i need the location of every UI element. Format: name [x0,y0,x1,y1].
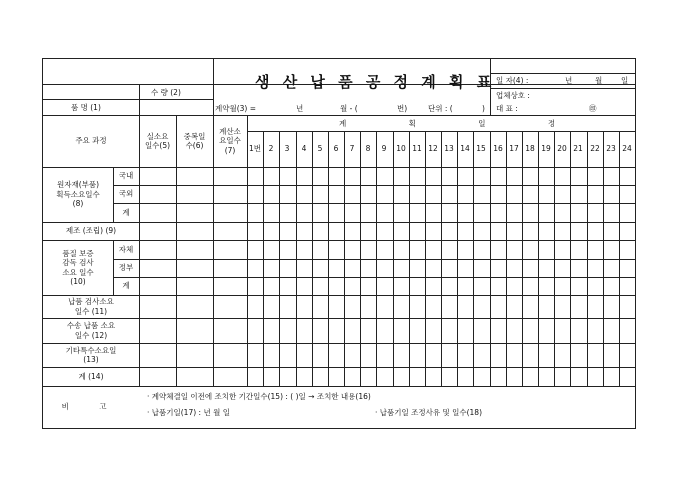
day-header-19: 19 [541,144,551,154]
day-header-21: 21 [573,144,583,154]
day-header-4: 4 [301,144,307,154]
production-delivery-plan-form [42,58,636,429]
day-header-5: 5 [317,144,323,154]
rule [473,131,474,386]
raw-subtotal-label: 계 [122,207,130,217]
rule [554,131,555,386]
rule [538,131,539,386]
representative-label: 대 표 : [496,104,518,113]
total-label: 계 (14) [78,371,104,381]
rule [441,131,442,386]
day-header-23: 23 [606,144,616,154]
contract-label: 계약월(3) = [215,104,257,113]
unit-close: ) [482,104,485,113]
other-special-label: 기타특수소요일 (13) [65,345,117,364]
company-label: 업체상호 : [496,91,530,100]
rule [490,88,635,89]
day-header-8: 8 [365,144,371,154]
delivery-inspection-label: 납품 검사소요 일수 (11) [68,297,114,316]
date-month: 월 [595,76,603,85]
product-name-label: 품 명 (1) [71,103,101,112]
rule [376,131,377,386]
day-header-10: 10 [396,144,406,154]
day-header-13: 13 [444,144,454,154]
date-day: 일 [621,76,629,85]
date-label: 일 자(4) : [496,76,529,85]
quality-assurance-label: 품질 보증 감독 검사 소요 일수 (10) [62,248,94,286]
actual-days-header: 실소요 일수(5) [144,131,171,150]
contract-number: 번) [397,104,408,113]
rule [522,131,523,386]
government-inspection-label: 정부 [118,263,134,273]
day-header-18: 18 [525,144,535,154]
overlap-days-header: 중복일 수(6) [183,131,206,150]
contract-year: 년 [296,104,304,113]
raw-material-label: 원자재(부품) 획득소요일수 (8) [56,180,100,209]
rule [263,131,264,386]
remarks-delivery-date: · 납품기일(17) : 년 월 일 [147,408,230,417]
rule [603,131,604,386]
day-header-6: 6 [333,144,339,154]
rule [490,73,635,74]
rule [113,259,635,260]
day-header-22: 22 [590,144,600,154]
day-header-14: 14 [460,144,470,154]
unit-label: 단위 : ( [428,104,453,113]
self-inspection-label: 자체 [118,244,134,254]
rule [213,59,214,386]
rule [312,131,313,386]
form-title: 생 산 납 품 공 정 계 획 표 [255,73,496,91]
rule [360,131,361,386]
domestic-label: 국내 [118,171,134,181]
rule [490,131,491,386]
rule [570,131,571,386]
rule [113,185,635,186]
day-header-16: 16 [493,144,503,154]
calc-days-header: 계산소 요일수 (7) [219,126,241,155]
day-header-9: 9 [381,144,387,154]
rule [393,131,394,386]
day-header-11: 11 [412,144,422,154]
day-header-12: 12 [428,144,438,154]
day-header-20: 20 [557,144,567,154]
day-header-7: 7 [349,144,355,154]
rule [296,131,297,386]
manufacture-label: 제조 (조립) (9) [65,226,117,236]
contract-month: 월 - ( [340,104,358,113]
plan-schedule-header: 계 획 일 정 [339,119,586,128]
remarks-line-1: · 계약체결일 이전에 조치한 기간일수(15) : ( )일 → 조치한 내용(16) [147,392,371,401]
day-header-3: 3 [284,144,290,154]
rule [43,99,213,100]
day-header-17: 17 [509,144,519,154]
rule [113,203,635,204]
rule [587,131,588,386]
rule [457,131,458,386]
day-header-1: 1번 [248,144,262,154]
foreign-label: 국외 [118,189,134,199]
seal-mark: ㊞ [589,104,597,113]
day-header-24: 24 [622,144,632,154]
day-header-15: 15 [476,144,486,154]
rule [619,131,620,386]
date-year: 년 [565,76,573,85]
rule [279,131,280,386]
rule [139,84,140,115]
rule [425,131,426,386]
rule [113,277,635,278]
rule [506,131,507,386]
transport-delivery-label: 수송 납품 소요 일수 (12) [66,321,116,340]
quality-subtotal-label: 계 [122,281,130,291]
remarks-adjustment-reason: · 납품기일 조정사유 및 일수(18) [375,408,483,417]
rule [409,131,410,386]
main-process-header: 주요 과정 [75,136,107,146]
quantity-label: 수 량 (2) [151,88,181,97]
rule [344,131,345,386]
day-header-2: 2 [268,144,274,154]
rule [328,131,329,386]
remarks-label: 비 고 [61,402,121,412]
